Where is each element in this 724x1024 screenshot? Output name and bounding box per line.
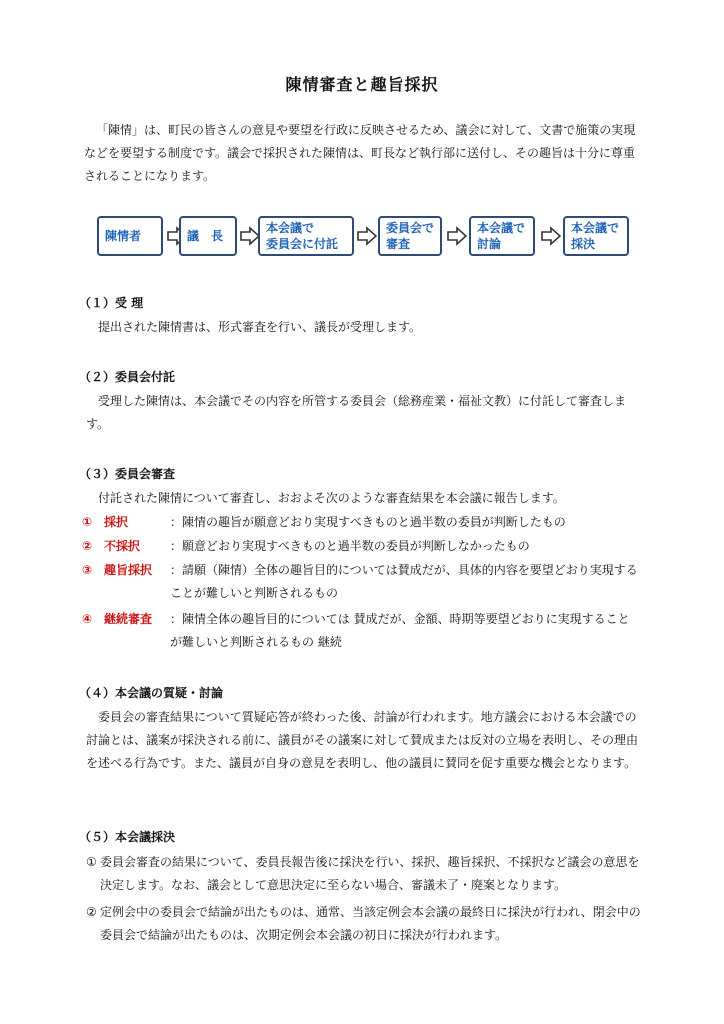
item-number: ③ (82, 563, 93, 577)
section-heading-plenary-debate: （４）本会議の質疑・討論 (79, 686, 224, 700)
flow-step-vote (563, 216, 629, 256)
flow-step-text-line2: 討論 (477, 237, 502, 251)
item-description: ：陳情の趣旨が願意どおり実現すべきものと過半数の委員が判断したもの (170, 515, 566, 529)
flow-step-debate (469, 216, 535, 256)
flow-arrow-icon (447, 226, 467, 246)
item-label: 不採択 (104, 539, 141, 553)
item-label: 趣旨採択 (104, 563, 153, 577)
item-number: ② (82, 539, 93, 553)
section-body-committee-review: 付託された陳情について審査し、おおよそ次のような審査結果を本会議に報告します。 (98, 491, 565, 505)
flow-step-text-line1: 本会議で (266, 221, 315, 235)
item-number: ④ (82, 612, 93, 626)
section-heading-acceptance: （１）受 理 (79, 296, 144, 310)
note-number: ① (86, 855, 97, 869)
flow-step-committee-review (378, 216, 442, 256)
item-description: ：願意どおり実現すべきものと過半数の委員が判断しなかったもの (170, 539, 530, 553)
flow-step-text-line1: 委員会で (386, 221, 435, 235)
flow-arrow-icon (240, 226, 260, 246)
item-description: ：請願（陳情）全体の趣旨目的については賛成だが、具体的内容を要望どおり実現することが難しいと判断されるもの (170, 563, 638, 600)
item-description: ：陳情全体の趣旨目的については 賛成だが、金額、時期等要望どおりに実現することが難しいと判断されるもの 継続 (170, 612, 630, 649)
flow-step-text-line2: 採決 (571, 237, 596, 251)
item-label: 採択 (104, 515, 129, 529)
flow-step-text: 議 長 (187, 229, 224, 243)
flow-step-chairman (179, 216, 237, 256)
flow-arrow-icon (541, 226, 561, 246)
flow-step-committee-referral (258, 216, 354, 256)
item-number: ① (82, 515, 93, 529)
page-title: 陳情審査と趣旨採択 (285, 75, 439, 94)
note-text: 委員会審査の結果について、委員長報告後に採決を行い、採択、趣旨採択、不採択など議会の意思を決定します。なお、議会として意思決定に至らない場合、審議未了・廃案となります。 (100, 855, 640, 892)
section-body-acceptance: 提出された陳情書は、形式審査を行い、議長が受理します。 (98, 320, 422, 334)
section-body-referral: 受理した陳情は、本会議でその内容を所管する委員会（総務産業・福祉文教）に付託して審査します。 (86, 394, 627, 431)
flow-step-text-line1: 本会議で (477, 221, 526, 235)
flow-step-text: 陳情者 (105, 229, 142, 243)
flow-arrow-icon (357, 226, 377, 246)
flow-step-text-line2: 委員会に付託 (266, 237, 339, 251)
section-heading-plenary-vote: （５）本会議採決 (79, 830, 176, 844)
section-heading-committee-review: （３）委員会審査 (79, 467, 176, 481)
note-text: 定例会中の委員会で結論が出たものは、通常、当該定例会本会議の最終日に採決が行われ、閉会中の委員会で結論が出たものは、次期定例会本会議の初日に採決が行われます。 (100, 905, 641, 942)
section-body-plenary-debate: 委員会の審査結果について質疑応答が終わった後、討論が行われます。地方議会における本会議での討論とは、議案が採決される前に、議員がその議案に対して賛成または反対の立場を表明し、その理由を述べる行為です。また、議員が自身の意見を表明し、他の議員に賛同を促す重要な機会となります。 (86, 710, 639, 770)
flow-step-text-line1: 本会議で (571, 221, 620, 235)
section-heading-referral: （２）委員会付託 (79, 370, 176, 384)
intro-paragraph: 「陳情」は、町民の皆さんの意見や要望を行政に反映させるため、議会に対して、文書で施策の実現などを要望する制度です。議会で採択された陳情は、町長など執行部に送付し、その趣旨は十分に尊重されることになります。 (84, 123, 636, 183)
process-flow-diagram (97, 216, 637, 260)
flow-step-text-line2: 審査 (386, 237, 411, 251)
note-number: ② (86, 905, 97, 919)
item-label: 継続審査 (104, 612, 153, 626)
flow-step-petitioner (97, 216, 163, 256)
